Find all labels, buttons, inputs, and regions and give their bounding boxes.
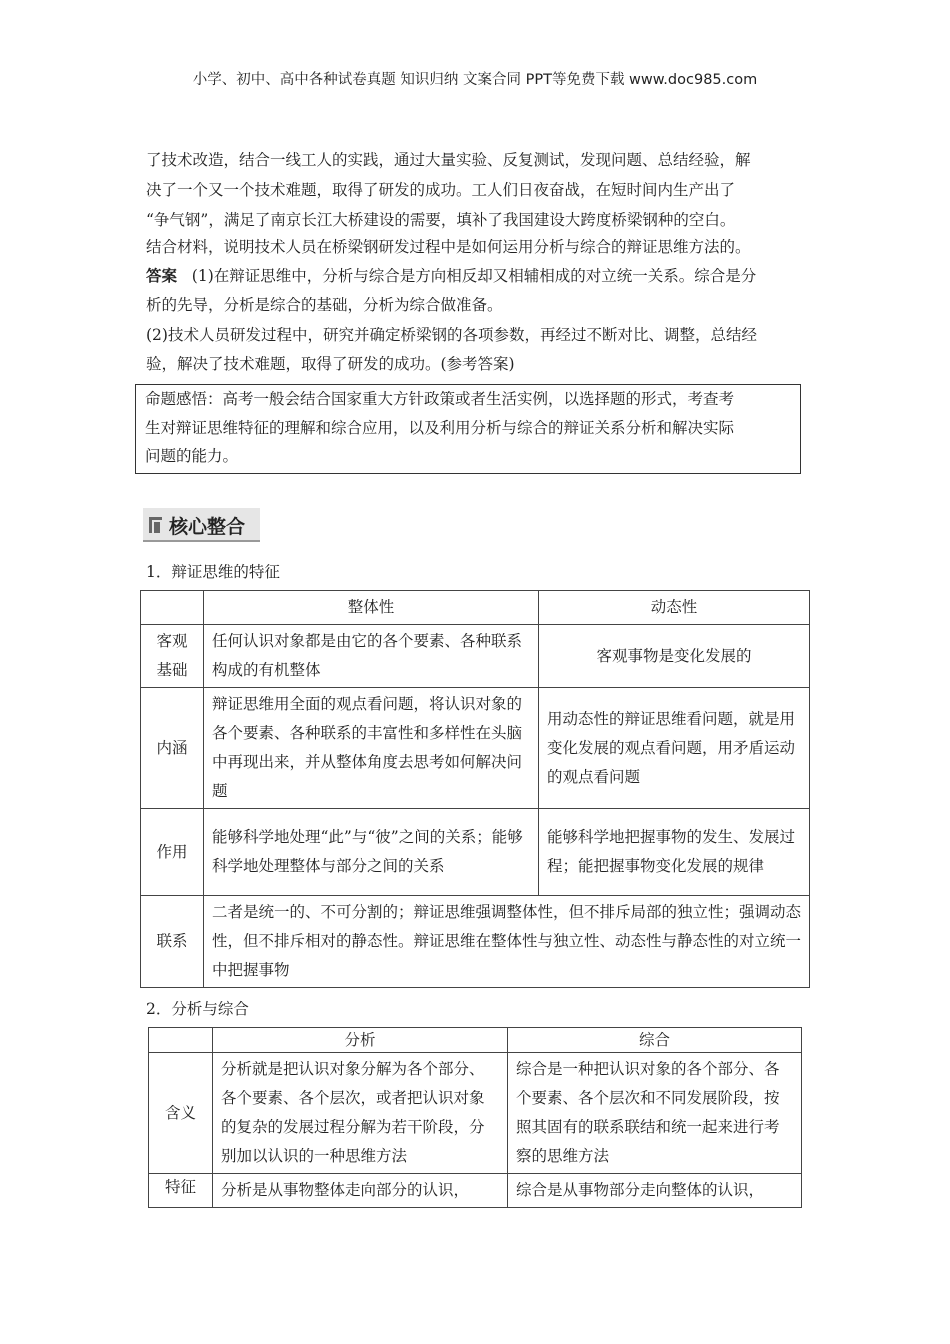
section-header	[143, 508, 260, 542]
header-cell: 综合	[508, 1028, 802, 1053]
header-cell: 动态性	[539, 591, 810, 625]
material-line: 了技术改造，结合一线工人的实践，通过大量实验、反复测试，发现问题、总结经验，解	[146, 151, 751, 169]
header-cell: 整体性	[204, 591, 539, 625]
cell: 客观事物是变化发展的	[539, 625, 810, 688]
answer-line: 验，解决了技术难题，取得了研发的成功。(参考答案)	[146, 355, 515, 373]
answer-line: 析的先导，分析是综合的基础，分析为综合做准备。	[146, 296, 503, 314]
section-title: 核心整合	[169, 516, 246, 538]
answer-line: (1)在辩证思维中，分析与综合是方向相反却又相辅相成的对立统一关系。综合是分	[191, 267, 757, 285]
cell: 综合是一种把认识对象的各个部分、各个要素、各个层次和不同发展阶段，按照其固有的联系联结和统一起来进行考察的思维方法	[508, 1053, 802, 1174]
table-row	[141, 809, 810, 896]
table-row	[149, 1053, 802, 1174]
cell: 分析就是把认识对象分解为各个部分、各个要素、各个层次，或者把认识对象的复杂的发展过程分解为若干阶段，分别加以认识的一种思维方法	[213, 1053, 508, 1174]
row-label: 作用	[141, 809, 204, 896]
table-header-row	[149, 1028, 802, 1053]
row-label: 内涵	[141, 688, 204, 809]
row-label: 客观 基础	[141, 625, 204, 688]
cell: 能够科学地处理“此”与“彼”之间的关系；能够科学地处理整体与部分之间的关系	[204, 809, 539, 896]
insight-line: 问题的能力。	[145, 447, 239, 465]
dialectical-features-table	[140, 590, 810, 988]
insight-line: 生对辩证思维特征的理解和综合应用，以及利用分析与综合的辩证关系分析和解决实际	[145, 419, 735, 437]
cell: 综合是从事物部分走向整体的认识，	[508, 1174, 802, 1208]
cell: 辩证思维用全面的观点看问题，将认识对象的各个要素、各种联系的丰富性和多样性在头脑中再现出来，并从整体角度去思考如何解决问题	[204, 688, 539, 809]
cell: 分析是从事物整体走向部分的认识，	[213, 1174, 508, 1208]
answer-label: 答案	[146, 266, 178, 285]
header-cell: 分析	[213, 1028, 508, 1053]
cell: 任何认识对象都是由它的各个要素、各种联系构成的有机整体	[204, 625, 539, 688]
cell: 二者是统一的、不可分割的；辩证思维强调整体性，但不排斥局部的独立性；强调动态性，但不排斥相对的静态性。辩证思维在整体性与独立性、动态性与静态性的对立统一中把握事物	[204, 896, 810, 988]
row-label: 含义	[149, 1053, 213, 1174]
table-row	[149, 1174, 802, 1208]
insight-box	[135, 384, 801, 474]
table2-title: 2．分析与综合	[146, 1000, 249, 1018]
insight-line: 命题感悟：高考一般会结合国家重大方针政策或者生活实例，以选择题的形式，考查考	[145, 390, 735, 408]
material-line: “争气钢”，满足了南京长江大桥建设的需要，填补了我国建设大跨度桥梁钢种的空白。	[146, 211, 736, 229]
question-line: 结合材料，说明技术人员在桥梁钢研发过程中是如何运用分析与综合的辩证思维方法的。	[146, 238, 751, 256]
table1-title: 1．辩证思维的特征	[146, 563, 280, 581]
row-label: 联系	[141, 896, 204, 988]
table-row	[141, 896, 810, 988]
answer-line: (2)技术人员研发过程中，研究并确定桥梁钢的各项参数，再经过不断对比、调整，总结经	[146, 326, 757, 344]
cell: 能够科学地把握事物的发生、发展过程；能把握事物变化发展的规律	[539, 809, 810, 896]
analysis-synthesis-table	[148, 1027, 802, 1208]
table-header-row	[141, 591, 810, 625]
material-line: 决了一个又一个技术难题，取得了研发的成功。工人们日夜奋战，在短时间内生产出了	[146, 181, 736, 199]
table-row	[141, 688, 810, 809]
section-marker-icon	[149, 517, 162, 533]
cell: 用动态性的辩证思维看问题，就是用变化发展的观点看问题，用矛盾运动的观点看问题	[539, 688, 810, 809]
row-label: 特征	[149, 1174, 213, 1208]
table-row	[141, 625, 810, 688]
page-header: 小学、初中、高中各种试卷真题 知识归纳 文案合同 PPT等免费下载 www.doc985.com	[192, 72, 758, 88]
